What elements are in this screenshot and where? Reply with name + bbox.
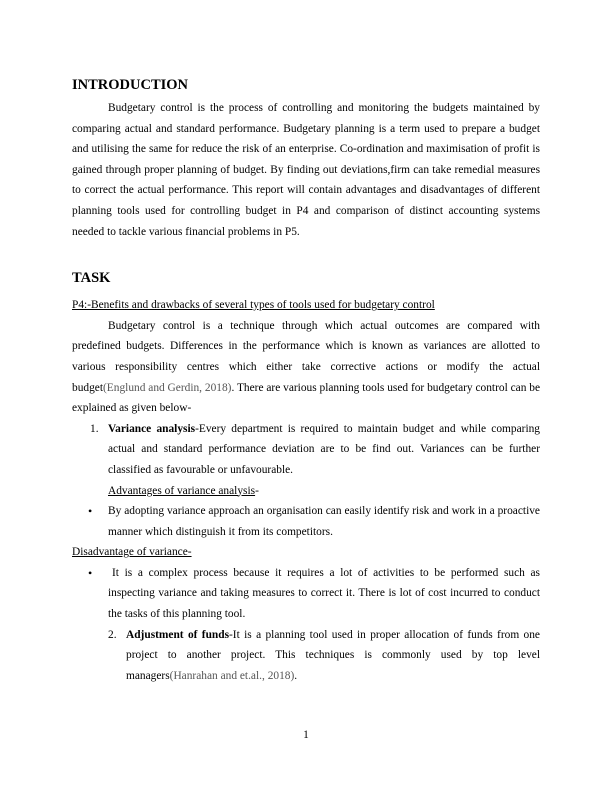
advantages-label [72,481,540,502]
task-subheading: P4:-Benefits and drawbacks of several types of tools used for budgetary control [72,299,435,312]
task-paragraph [72,316,540,419]
list-item-variance-analysis [72,419,540,481]
task-paragraph-text: Budgetary control is a technique through which actual outcomes are compared with predefined budgets. Differences in the performance which is known as variances are allotted to various responsibility centres which either take corrective actions or modify the actual budget [72,319,540,394]
bullet-icon: • [88,504,93,519]
list-number-1: 1. [90,422,99,435]
adjustment-of-funds-title: Adjustment of funds [126,628,230,641]
introduction-heading: INTRODUCTION [72,77,189,93]
adjustment-of-funds-text: -It is a planning tool used in proper allocation of funds from one project to another project. This techniques is commonly used by top level managers [126,628,540,682]
bullet-icon: • [88,565,93,580]
advantages-label-text: Advantages of variance analysis [108,484,256,497]
advantages-dash: - [255,484,259,497]
variance-analysis-title: Variance analysis [108,422,196,435]
citation-englund: (Englund and Gerdin, 2018) [103,381,232,394]
document-page [72,76,540,686]
disadvantage-label: Disadvantage of variance- [72,546,192,559]
adjustment-of-funds-end: . [294,669,298,682]
introduction-paragraph: Budgetary control is the process of controlling and monitoring the budgets maintained by comparing actual and standard performance. Budgetary planning is a term used to prepare a budget and utilising the same for reduce the risk of an enterprise. Co-ordination and maximisation of profit is gained through proper planning of budget. By finding out deviations,firm can take remedial measures to correct the actual performance. This report will contain advantages and disadvantages of different planning tools used for controlling budget in P4 and comparison of distinct accounting systems needed to tackle various financial problems in P5. [72,102,540,238]
list-item-adjustment-of-funds [72,625,540,687]
disadvantage-bullet-item [72,563,540,625]
page-number: 1 [303,729,309,741]
disadvantage-bullet-text: It is a complex process because it requires a lot of activities to be performed such as inspecting variance and taking measures to correct it. There is lot of cost incurred to conduct the tasks of this planning tool. [108,566,540,621]
task-heading: TASK [72,270,111,287]
list-number-2: 2. [108,628,117,641]
advantage-bullet-item [72,501,540,542]
variance-analysis-text: -Every department is required to maintain budget and while comparing actual and standard performance deviation are to be find out. Variances can be further classified as favourable or unfavourable. [108,422,540,476]
advantage-bullet-text: By adopting variance approach an organisation can easily identify risk and work in a proactive manner which distinguish it from its competitors. [108,505,540,538]
task-paragraph-end: . There are various planning tools used for budgetary control can be explained as given below- [72,381,540,415]
citation-hanrahan: (Hanrahan and et.al., 2018) [169,669,295,682]
